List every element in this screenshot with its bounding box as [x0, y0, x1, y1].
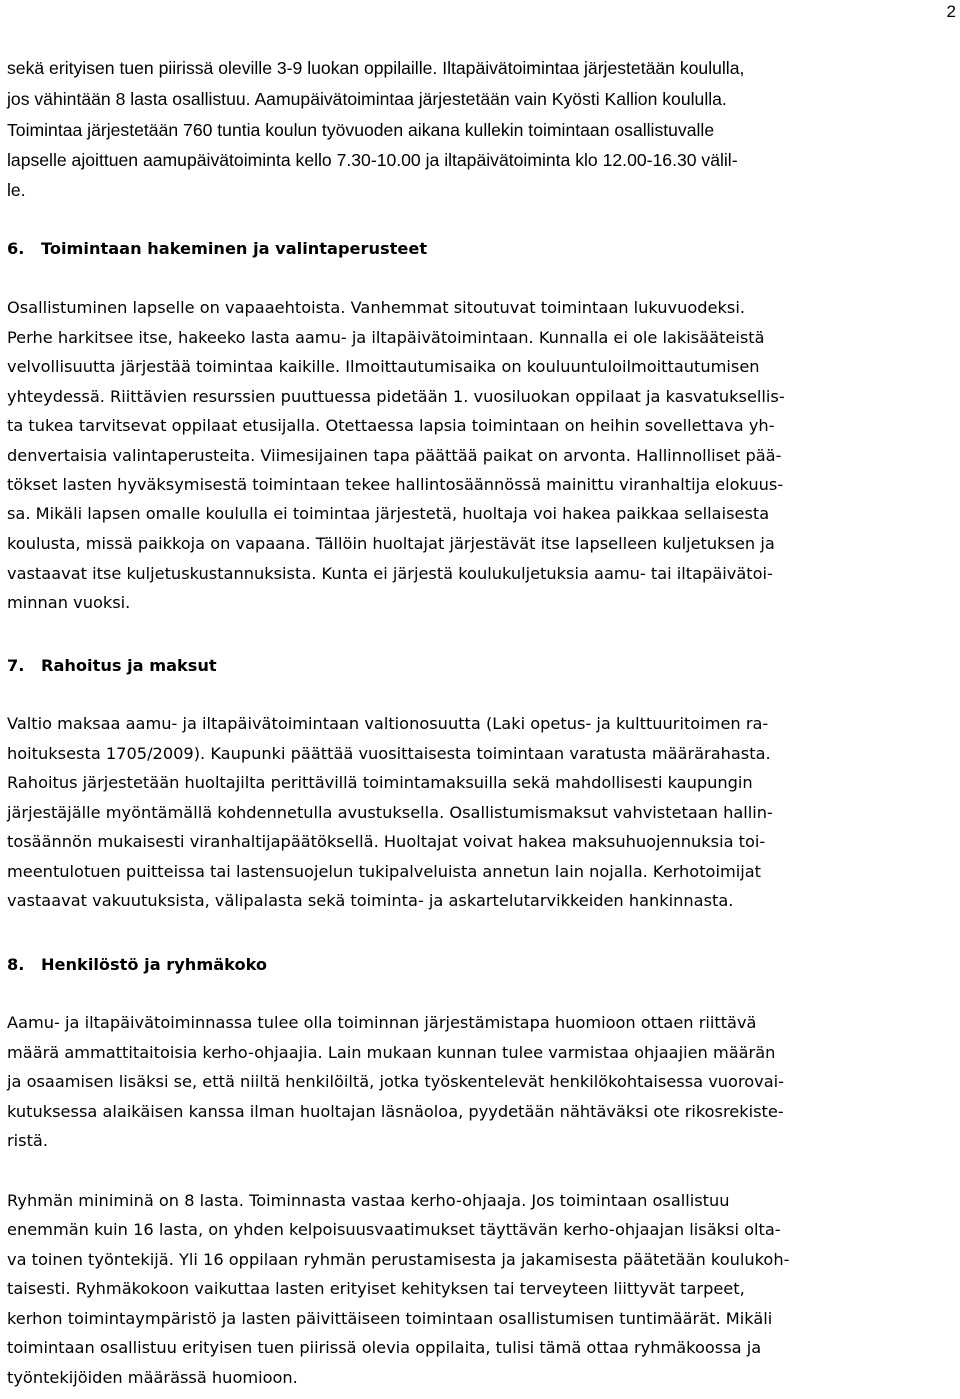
body-line: enemmän kuin 16 lasta, on yhden kelpoisuusvaatimukset täyttävän kerho-ohjaajan lisäksi olta-	[7, 1220, 781, 1239]
section-number: 8.	[7, 955, 25, 974]
body-line: ja osaamisen lisäksi se, että niiltä henkilöiltä, jotka työskentelevät henkilökohtaisessa vuorovai-	[7, 1072, 784, 1091]
body-line: yhteydessä. Riittävien resurssien puuttuessa pidetään 1. vuosiluokan oppilaat ja kasvatuksellis-	[7, 387, 785, 406]
body-line: taisesti. Ryhmäkokoon vaikuttaa lasten erityiset kehityksen tai terveyteen liittyvät tarpeet,	[7, 1279, 745, 1298]
intro-line: le.	[7, 180, 26, 200]
body-line: Aamu- ja iltapäivätoiminnassa tulee olla toiminnan järjestämistapa huomioon ottaen riittävä	[7, 1013, 757, 1032]
body-line: vastaavat vakuutuksista, välipalasta sekä toiminta- ja askartelutarvikkeiden hankinnasta.	[7, 891, 734, 910]
body-line: vastaavat itse kuljetuskustannuksista. Kunta ei järjestä koulukuljetuksia aamu- tai iltapäivätoi-	[7, 564, 773, 583]
body-line: hoituksesta 1705/2009). Kaupunki päättää vuosittaisesta toimintaan varatusta määrärahasta.	[7, 744, 771, 763]
intro-line: Toimintaa järjestetään 760 tuntia koulun työvuoden aikana kullekin toimintaan osallistuvalle	[7, 120, 715, 140]
intro-line: jos vähintään 8 lasta osallistuu. Aamupäivätoimintaa järjestetään vain Kyösti Kallion koululla.	[7, 89, 727, 109]
body-line: ta tukea tarvitsevat oppilaat etusijalla. Otettaessa lapsia toimintaan on heihin sovellettava yh-	[7, 416, 775, 435]
page-number: 2	[946, 2, 956, 21]
section-heading-6	[7, 241, 427, 257]
body-line: meentulotuen puitteissa tai lastensuojelun tukipalveluista annetun lain nojalla. Kerhotoimijat	[7, 862, 761, 881]
body-line: velvollisuutta järjestää toimintaa kaikille. Ilmoittautumisaika on kouluuntuloilmoittautumisen	[7, 357, 760, 376]
body-line: toimintaan osallistuu erityisen tuen piirissä olevia oppilaita, tulisi tämä ottaa ryhmäkoossa ja	[7, 1338, 762, 1357]
body-line: Osallistuminen lapselle on vapaaehtoista. Vanhemmat sitoutuvat toimintaan lukuvuodeksi.	[7, 298, 745, 317]
section-title: Toimintaan hakeminen ja valintaperusteet	[41, 239, 428, 258]
body-line: sa. Mikäli lapsen omalle koululla ei toimintaa järjestetä, huoltaja voi hakea paikkaa sellaisesta	[7, 504, 770, 523]
body-line: minnan vuoksi.	[7, 593, 131, 612]
body-line: Ryhmän miniminä on 8 lasta. Toiminnasta vastaa kerho-ohjaaja. Jos toimintaan osallistuu	[7, 1191, 730, 1210]
section-number: 6.	[7, 239, 25, 258]
section-title: Henkilöstö ja ryhmäkoko	[41, 955, 268, 974]
section-number: 7.	[7, 656, 25, 675]
body-line: va toinen työntekijä. Yli 16 oppilaan ryhmän perustamisesta ja jakamisesta päätetään koulukoh-	[7, 1250, 790, 1269]
section-title: Rahoitus ja maksut	[41, 656, 217, 675]
body-line: tökset lasten hyväksymisestä toimintaan tekee hallintosäännössä mainittu viranhaltija elokuus-	[7, 475, 784, 494]
body-line: tosäännön mukaisesti viranhaltijapäätöksellä. Huoltajat voivat hakea maksuhuojennuksia toi-	[7, 832, 766, 851]
body-line: kerhon toimintaympäristö ja lasten päivittäiseen toimintaan osallistumisen tuntimäärät. Mikäli	[7, 1309, 773, 1328]
body-line: järjestäjälle myöntämällä kohdennetulla avustuksella. Osallistumismaksut vahvistetaan hallin-	[7, 803, 773, 822]
body-line: kutuksessa alaikäisen kanssa ilman huoltajan läsnäoloa, pyydetään nähtäväksi ote rikosrekiste-	[7, 1102, 784, 1121]
body-line: Rahoitus järjestetään huoltajilta perittävillä toimintamaksuilla sekä mahdollisesti kaupungin	[7, 773, 753, 792]
body-line: Valtio maksaa aamu- ja iltapäivätoimintaan valtionosuutta (Laki opetus- ja kulttuuritoimen ra-	[7, 714, 769, 733]
body-line: denvertaisia valintaperusteita. Viimesijainen tapa päättää paikat on arvonta. Hallinnolliset pää-	[7, 446, 782, 465]
body-line: ristä.	[7, 1131, 48, 1150]
intro-line: sekä erityisen tuen piirissä oleville 3-9 luokan oppilaille. Iltapäivätoimintaa järjestetään koululla,	[7, 58, 745, 78]
intro-line: lapselle ajoittuen aamupäivätoiminta kello 7.30-10.00 ja iltapäivätoiminta klo 12.00-16.30 välil-	[7, 150, 738, 170]
section-heading-7	[7, 658, 217, 674]
section-heading-8	[7, 957, 267, 973]
body-line: Perhe harkitsee itse, hakeeko lasta aamu- ja iltapäivätoimintaan. Kunnalla ei ole lakisääteistä	[7, 328, 765, 347]
body-line: työntekijöiden määrässä huomioon.	[7, 1368, 298, 1387]
body-line: koulusta, missä paikkoja on vapaana. Tällöin huoltajat järjestävät itse lapselleen kuljetuksen ja	[7, 534, 775, 553]
body-line: määrä ammattitaitoisia kerho-ohjaajia. Lain mukaan kunnan tulee varmistaa ohjaajien määrän	[7, 1043, 776, 1062]
